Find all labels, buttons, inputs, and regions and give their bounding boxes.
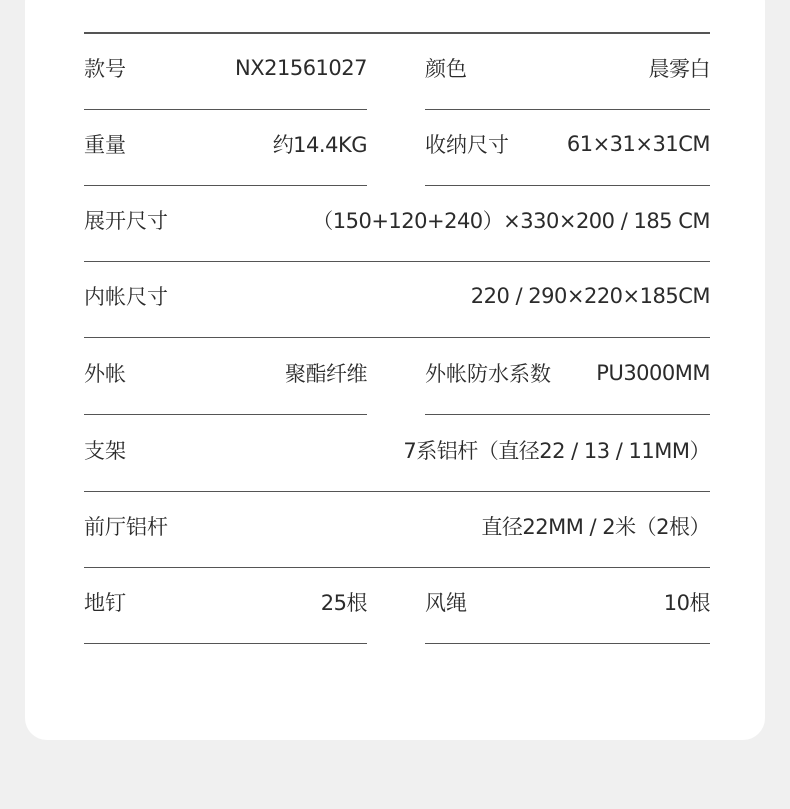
spec-label: 外帐 [84, 362, 126, 386]
spec-label: 重量 [84, 133, 126, 157]
spec-front-hall-pole [84, 492, 710, 568]
spec-value: 220 / 290×220×185CM [470, 284, 710, 308]
spec-outer-waterproof [425, 339, 710, 415]
spec-label: 前厅铝杆 [84, 515, 168, 539]
spec-row [84, 492, 710, 568]
spec-label: 风绳 [425, 591, 467, 615]
spec-row [84, 186, 710, 262]
spec-label: 款号 [84, 57, 126, 81]
spec-guy-ropes [425, 568, 710, 644]
spec-value: 25根 [320, 591, 367, 615]
spec-row [84, 568, 710, 644]
spec-row [84, 34, 710, 110]
spec-value: PU3000MM [596, 361, 710, 385]
spec-value: 61×31×31CM [566, 132, 710, 156]
spec-row [84, 416, 710, 492]
spec-inner-tent-size [84, 262, 710, 338]
spec-stakes [84, 568, 367, 644]
spec-color [425, 34, 710, 110]
spec-frame [84, 416, 710, 492]
spec-value: 10根 [663, 591, 710, 615]
spec-label: 展开尺寸 [84, 209, 168, 233]
spec-value: NX21561027 [235, 56, 367, 80]
spec-value: （150+120+240）×330×200 / 185 CM [312, 209, 710, 233]
spec-value: 晨雾白 [648, 57, 710, 81]
spec-value: 直径22MM / 2米（2根） [481, 515, 710, 539]
spec-label: 颜色 [425, 57, 467, 81]
spec-value: 约14.4KG [272, 133, 367, 157]
spec-label: 收纳尺寸 [425, 133, 509, 157]
spec-value: 7系铝杆（直径22 / 13 / 11MM） [403, 439, 710, 463]
spec-packed-size [425, 110, 710, 186]
spec-row [84, 339, 710, 415]
spec-value: 聚酯纤维 [285, 362, 367, 386]
spec-weight [84, 110, 367, 186]
spec-unfolded-size [84, 186, 710, 262]
spec-label: 内帐尺寸 [84, 285, 168, 309]
spec-outer-tent [84, 339, 367, 415]
spec-row [84, 262, 710, 338]
spec-label: 地钉 [84, 591, 126, 615]
spec-row [84, 110, 710, 186]
spec-model [84, 34, 367, 110]
spec-label: 支架 [84, 439, 126, 463]
spec-label: 外帐防水系数 [425, 362, 551, 386]
